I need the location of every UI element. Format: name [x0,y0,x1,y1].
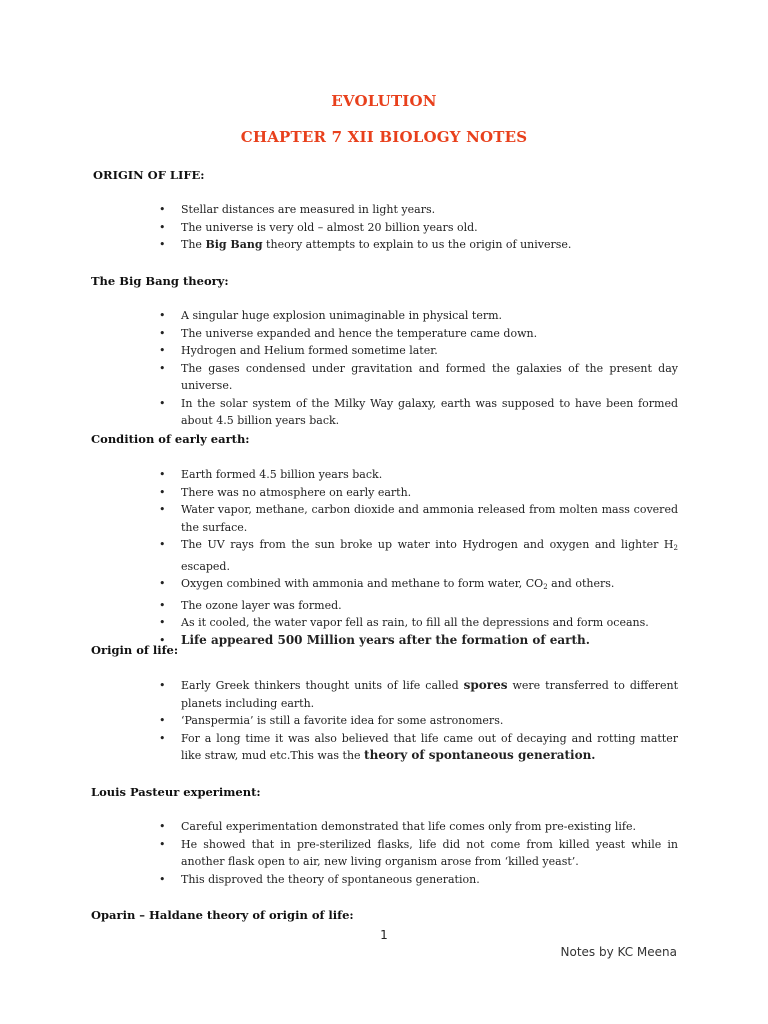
list-item: • Water vapor, methane, carbon dioxide and ammonia released from molten mass covered the surface. [159,503,678,534]
bullet-icon: • [159,598,166,612]
bullet-icon: • [159,396,166,410]
document-title: EVOLUTION [331,92,437,110]
list-item: • The Big Bang theory attempts to explain to us the origin of universe. [181,236,678,254]
list-early-earth [159,466,678,649]
list-origin [159,201,678,254]
list-item: • He showed that in pre-sterilized flasks, life did not come from killed yeast while in another flask open to air, new living organism arose from ‘killed yeast’. [159,837,678,868]
list-item: • Hydrogen and Helium formed sometime later. [181,342,678,360]
footer-credit: Notes by KC Meena [560,945,677,959]
list-item: • Life appeared 500 Million years after the formation of earth. [181,632,678,650]
bullet-icon: • [159,577,166,590]
list-item: • The gases condensed under gravitation and formed the galaxies of the present day universe. [159,361,678,392]
section-heading-oparin: Oparin – Haldane theory of origin of life: [91,908,354,922]
list-item: • Stellar distances are measured in light years. [181,201,678,219]
section-heading-big-bang: The Big Bang theory: [91,274,229,288]
list-item: • The UV rays from the sun broke up water into Hydrogen and oxygen and lighter $H_2$ escaped. [159,538,678,573]
bullet-icon: • [159,679,166,692]
bullet-icon: • [159,837,166,851]
bullet-icon: • [159,203,166,216]
list-item: • There was no atmosphere on early earth. [181,484,678,502]
bullet-icon: • [159,633,166,647]
section-heading-pasteur: Louis Pasteur experiment: [91,785,261,799]
document-subtitle: CHAPTER 7 XII BIOLOGY NOTES [240,128,528,146]
list-item: • The ozone layer was formed. [181,597,678,615]
list-item: • This disproved the theory of spontaneous generation. [181,871,678,889]
list-item: • Early Greek thinkers thought units of life called spores were transferred to different planets including earth. [159,678,678,710]
bullet-icon: • [159,485,166,499]
bullet-icon: • [159,503,166,516]
bullet-icon: • [159,326,166,340]
bullet-icon: • [159,361,166,375]
bullet-icon: • [159,714,166,727]
bullet-icon: • [159,538,166,551]
bullet-icon: • [159,872,166,886]
section-heading-origin-of-life: Origin of life: [91,643,179,657]
page-number: 1 [380,928,388,942]
list-pasteur [159,818,678,888]
list-item: • Careful experimentation demonstrated that life comes only from pre-existing life. [181,818,678,836]
bullet-icon: • [159,468,166,481]
list-item: • ‘Panspermia’ is still a favorite idea for some astronomers. [181,712,678,730]
bullet-icon: • [159,616,166,629]
list-item: • Earth formed 4.5 billion years back. [181,466,678,484]
list-item: • The universe expanded and hence the temperature came down. [181,325,678,343]
bullet-icon: • [159,344,166,357]
list-item: • For a long time it was also believed that life came out of decaying and rotting matter like straw, mud etc.This was the theory of spontaneous generation. [159,731,678,762]
section-heading-early-earth: Condition of early earth: [91,432,250,446]
bullet-icon: • [159,731,166,745]
list-item: • A singular huge explosion unimaginable in physical term. [181,307,678,325]
list-origin-of-life [159,677,678,765]
list-item: • In the solar system of the Milky Way galaxy, earth was supposed to have been formed about 4.5 billion years back. [159,396,678,427]
list-item: • Oxygen combined with ammonia and methane to form water, $CO_2$ and others. [159,577,615,591]
bullet-icon: • [159,238,166,251]
section-heading-origin: ORIGIN OF LIFE: [93,168,205,182]
bullet-icon: • [159,309,166,322]
bullet-icon: • [159,220,166,234]
bullet-icon: • [159,820,166,833]
list-item: • The universe is very old – almost 20 billion years old. [181,219,678,237]
list-big-bang [159,307,678,430]
list-item: • As it cooled, the water vapor fell as rain, to fill all the depressions and form oceans. [181,614,678,632]
